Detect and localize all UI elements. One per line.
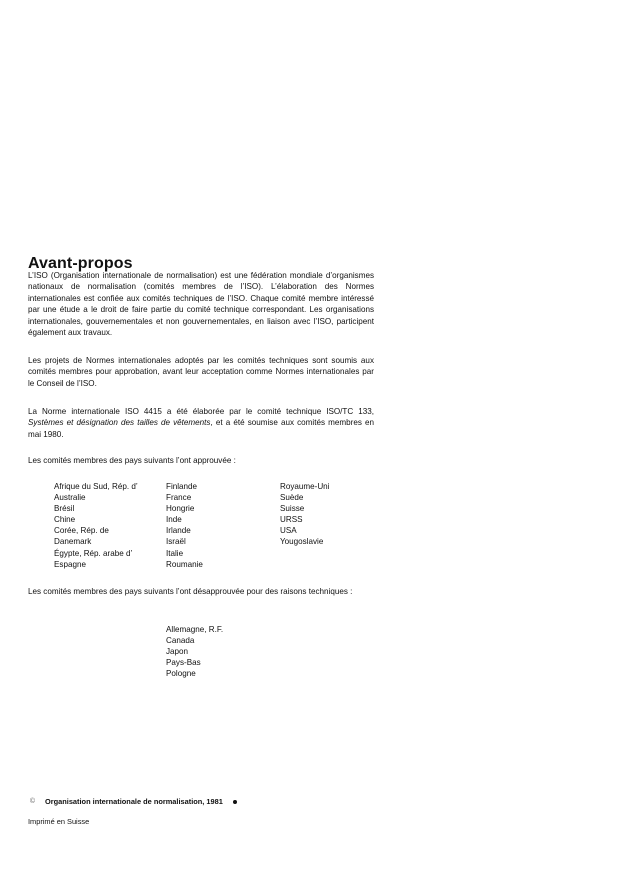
list-item: Finlande	[166, 482, 198, 491]
list-item: Australie	[54, 493, 86, 503]
approved-list-col2	[166, 481, 203, 570]
list-item: Italie	[166, 548, 184, 558]
bullet-icon	[233, 800, 237, 804]
disapproved-heading: Les comités membres des pays suivants l’ont désapprouvée pour des raisons techniques :	[28, 587, 353, 596]
approved-list-col3	[280, 481, 329, 548]
list-item: Espagne	[54, 559, 86, 569]
copyright-text: Organisation internationale de normalisation, 1981	[45, 797, 223, 806]
list-item: Roumanie	[166, 559, 203, 569]
list-item: Chine	[54, 515, 76, 525]
list-item: Suisse	[280, 504, 305, 514]
printed-in: Imprimé en Suisse	[28, 817, 90, 826]
list-item: Corée, Rép. de	[54, 526, 109, 536]
list-item: Afrique du Sud, Rép. d’	[54, 482, 138, 491]
standard-text-before: La Norme internationale ISO 4415 a été élaborée par le comité technique ISO/TC 133,	[28, 407, 374, 416]
approved-list-col1	[54, 481, 138, 570]
list-item: Égypte, Rép. arabe d’	[54, 548, 133, 558]
list-item: Pologne	[166, 669, 196, 679]
committee-title: Systèmes et désignation des tailles de vêtements	[28, 418, 211, 428]
list-item: Danemark	[54, 537, 92, 547]
list-item: France	[166, 493, 192, 503]
list-item: Irlande	[166, 526, 191, 536]
list-item: URSS	[280, 515, 303, 525]
list-item: Allemagne, R.F.	[166, 625, 224, 634]
approved-heading: Les comités membres des pays suivants l’ont approuvée :	[28, 456, 236, 465]
list-item: Inde	[166, 515, 182, 525]
page-title: Avant-propos	[28, 254, 133, 272]
list-item: Israël	[166, 537, 186, 547]
list-item: Yougoslavie	[280, 537, 324, 547]
list-item: Pays-Bas	[166, 658, 201, 668]
copyright-icon: ©	[29, 798, 36, 805]
list-item: Royaume-Uni	[280, 482, 330, 491]
list-item: Brésil	[54, 504, 75, 514]
copyright-line	[28, 797, 237, 806]
standard-text-after: , et a été soumise aux comités membres en mai 1980.	[28, 418, 374, 439]
list-item: Suède	[280, 493, 304, 503]
standard-paragraph	[28, 406, 374, 440]
list-item: Hongrie	[166, 504, 195, 514]
disapproved-list	[166, 624, 223, 679]
intro-paragraph: L’ISO (Organisation internationale de normalisation) est une fédération mondiale d’organismes nationaux de normalisation (comités membres de l’ISO). L’élaboration des Normes internationales est confiée aux comités techniques de l’ISO. Chaque comité membre intéressé par une étude a le droit de faire partie du comité technique correspondant. Les organisations internationales, gouvernementales et non gouvernementales, en liaison avec l’ISO, participent également aux travaux.	[28, 271, 374, 338]
list-item: USA	[280, 526, 297, 536]
list-item: Canada	[166, 636, 195, 646]
list-item: Japon	[166, 647, 189, 657]
approval-paragraph: Les projets de Normes internationales adoptés par les comités techniques sont soumis aux comités membres pour approbation, avant leur acceptation comme Normes internationales par le Conseil de l’ISO.	[28, 356, 374, 388]
